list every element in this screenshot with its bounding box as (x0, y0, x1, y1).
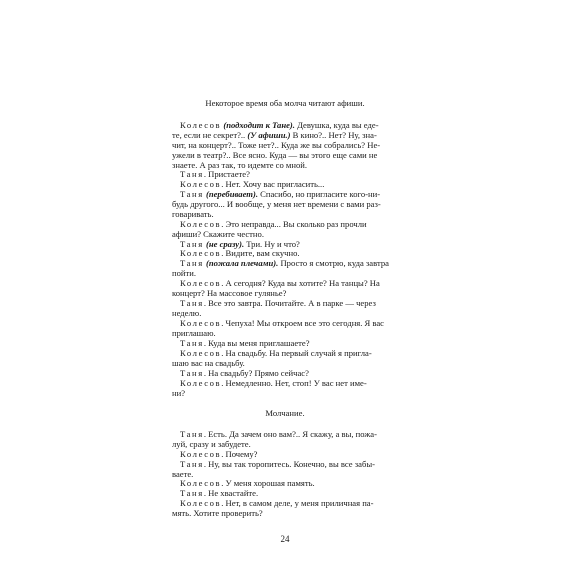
speaker-name: Колесов (180, 120, 222, 130)
line-text: . Есть. Да зачем оно вам?.. Я скажу, а вы, пожа- (203, 429, 377, 439)
text-line (172, 219, 367, 229)
line-text: мять. Хотите проверить? (172, 508, 263, 518)
speaker-name: Колесов (180, 278, 222, 288)
speaker-name: Таня (180, 189, 204, 199)
text-line (172, 449, 257, 459)
text-line (172, 229, 264, 239)
speaker-name: Таня (180, 258, 204, 268)
speaker-name: Таня (180, 338, 204, 348)
text-line (172, 199, 381, 209)
speaker-name: Колесов (180, 378, 222, 388)
text-line (172, 209, 214, 219)
line-text: . Нет. Хочу вас пригласить... (221, 179, 325, 189)
speaker-name: Колесов (180, 478, 222, 488)
text-line (172, 508, 263, 518)
line-text: будь другого... И вообще, у меня нет времени с вами раз- (172, 199, 381, 209)
text-line (172, 169, 250, 179)
page-number: 24 (280, 534, 290, 544)
line-text: . Ну, вы так торопитесь. Конечно, вы все забы- (203, 459, 375, 469)
text-line (172, 268, 196, 278)
text-line (172, 278, 380, 288)
line-text: ни? (172, 388, 186, 398)
line-text: те, если не секрет?.. (172, 130, 248, 140)
stage-direction (172, 408, 398, 418)
line-text: Девушка, куда вы еде- (294, 120, 379, 130)
line-text: . На свадьбу? Прямо сейчас? (203, 368, 309, 378)
text-line (172, 130, 377, 140)
line-text: концерт? На массовое гулянье? (172, 288, 287, 298)
text-line (172, 358, 245, 368)
line-text: ваете. (172, 469, 194, 479)
line-text: . Это неправда... Вы сколько раз прочли (221, 219, 367, 229)
speaker-name: Таня (180, 429, 204, 439)
text-line (172, 338, 310, 348)
text-line (172, 308, 201, 318)
line-text: . Чепуха! Мы откроем все это сегодня. Я вас (221, 318, 384, 328)
text-line (172, 189, 380, 199)
text-line (172, 478, 315, 488)
line-text: . Почему? (221, 449, 258, 459)
speaker-name: Таня (180, 488, 204, 498)
speaker-name: Колесов (180, 219, 222, 229)
text-line (172, 439, 251, 449)
stage-remark: (подходит к Тане). (223, 120, 295, 130)
text-line (172, 378, 367, 388)
text-line (172, 498, 374, 508)
line-text: луй, сразу и забудете. (172, 439, 251, 449)
stage-remark: (У афиши.) (247, 130, 291, 140)
stage-remark: (пожала плечами). (205, 258, 279, 268)
speaker-name: Колесов (180, 498, 222, 508)
text-line (172, 288, 286, 298)
text-line (172, 179, 324, 189)
line-text: . Все это завтра. Почитайте. А в парке — через (203, 298, 376, 308)
line-text: В кино?.. Нет? Ну, зна- (290, 130, 377, 140)
text-line (172, 140, 380, 150)
speaker-name: Колесов (180, 179, 222, 189)
text-line (172, 120, 379, 130)
text-line (172, 429, 377, 439)
speaker-name: Колесов (180, 318, 222, 328)
line-text: чит, на концерт?.. Тоже нет?.. Куда же вы собрались? Не- (172, 140, 381, 150)
text-line (172, 258, 389, 268)
line-text: . У меня хорошая память. (221, 478, 315, 488)
text-line (172, 488, 258, 498)
line-text: . Не хвастайте. (203, 488, 259, 498)
line-text: . Видите, вам скучно. (221, 248, 300, 258)
speaker-name: Таня (180, 169, 204, 179)
line-text: говаривать. (172, 209, 214, 219)
text-line (172, 368, 309, 378)
line-text: . На свадьбу. На первый случай я пригла- (221, 348, 372, 358)
line-text: знаете. А раз так, то идемте со мной. (172, 160, 308, 170)
speaker-name: Таня (180, 298, 204, 308)
stage-direction (172, 98, 398, 108)
line-text: Три. Ну и что? (244, 239, 300, 249)
text-line (172, 298, 376, 308)
line-text: . Нет, в самом деле, у меня приличная па- (221, 498, 374, 508)
text-line (172, 318, 384, 328)
line-text: ужели в театр?.. Все ясно. Куда — вы этого еще сами не (172, 150, 378, 160)
speaker-name: Таня (180, 459, 204, 469)
speaker-name: Таня (180, 239, 204, 249)
line-text: Некоторое время оба молча читают афиши. (205, 98, 365, 108)
line-text: Просто я смотрю, куда завтра (278, 258, 389, 268)
speaker-name: Колесов (180, 449, 222, 459)
text-line (172, 328, 216, 338)
line-text: Спасибо, но пригласите кого-ни- (257, 189, 381, 199)
line-text: пойти. (172, 268, 196, 278)
speaker-name: Колесов (180, 248, 222, 258)
line-text: . А сегодня? Куда вы хотите? На танцы? На (221, 278, 380, 288)
line-text: шаю вас на свадьбу. (172, 358, 245, 368)
text-line (172, 388, 185, 398)
text-line (172, 348, 372, 358)
line-text: афиши? Скажите честно. (172, 229, 264, 239)
line-text: . Пристаете? (203, 169, 250, 179)
text-line (172, 150, 377, 160)
line-text: неделю. (172, 308, 202, 318)
line-text: приглашаю. (172, 328, 216, 338)
line-text: . Немедленно. Нет, стоп! У вас нет име- (221, 378, 367, 388)
text-line (172, 248, 300, 258)
line-text: Молчание. (265, 408, 305, 418)
stage-remark: (перебивает). (205, 189, 258, 199)
stage-remark: (не сразу). (205, 239, 245, 249)
speaker-name: Колесов (180, 348, 222, 358)
text-line (172, 459, 375, 469)
speaker-name: Таня (180, 368, 204, 378)
line-text: . Куда вы меня приглашаете? (203, 338, 310, 348)
